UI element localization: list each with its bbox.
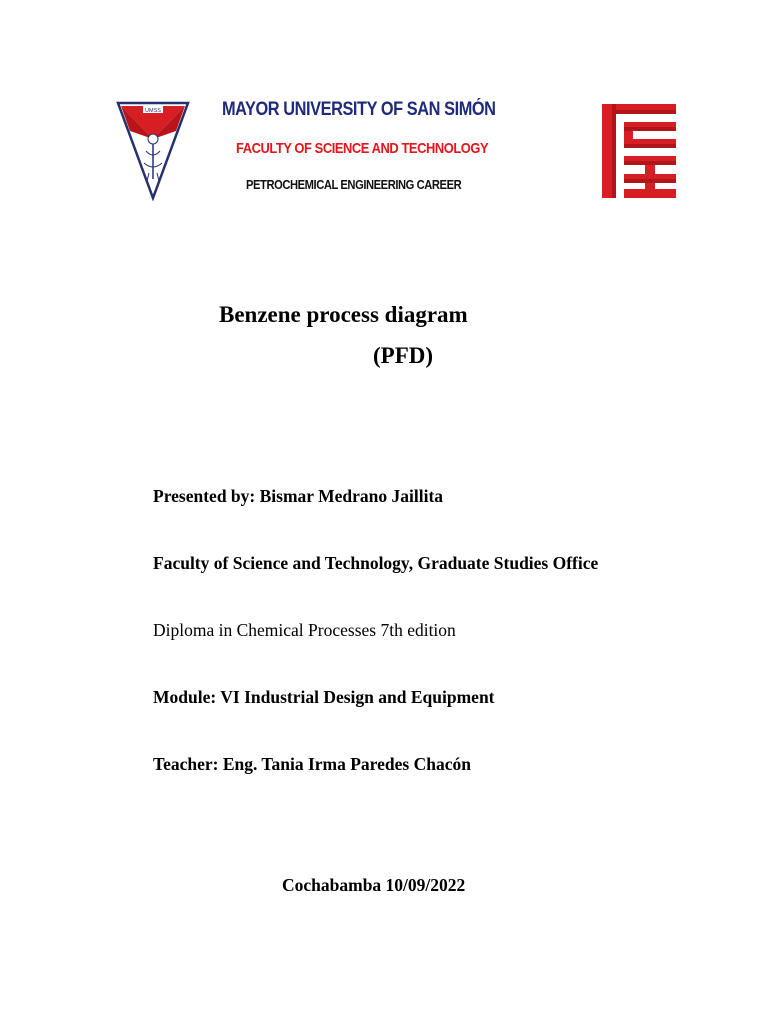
module-line: Module: VI Industrial Design and Equipment: [153, 687, 495, 707]
umss-logo-icon: [116, 101, 190, 201]
graduate-office: Faculty of Science and Technology, Graduate Studies Office: [153, 553, 599, 573]
university-name: MAYOR UNIVERSITY OF SAN SIMÓN: [222, 99, 496, 120]
document-title: Benzene process diagram: [219, 302, 468, 327]
faculty-name: FACULTY OF SCIENCE AND TECHNOLOGY: [236, 140, 489, 157]
career-name: PETROCHEMICAL ENGINEERING CAREER: [246, 177, 462, 192]
presented-by: Presented by: Bismar Medrano Jaillita: [153, 486, 444, 506]
place-date: Cochabamba 10/09/2022: [282, 875, 466, 895]
svg-text:UMSS: UMSS: [145, 108, 161, 114]
diploma-line: Diploma in Chemical Processes 7th edition: [153, 620, 456, 640]
teacher-line: Teacher: Eng. Tania Irma Paredes Chacón: [153, 754, 471, 774]
fcyt-logo-icon: [602, 104, 676, 198]
document-subtitle: (PFD): [373, 343, 434, 368]
